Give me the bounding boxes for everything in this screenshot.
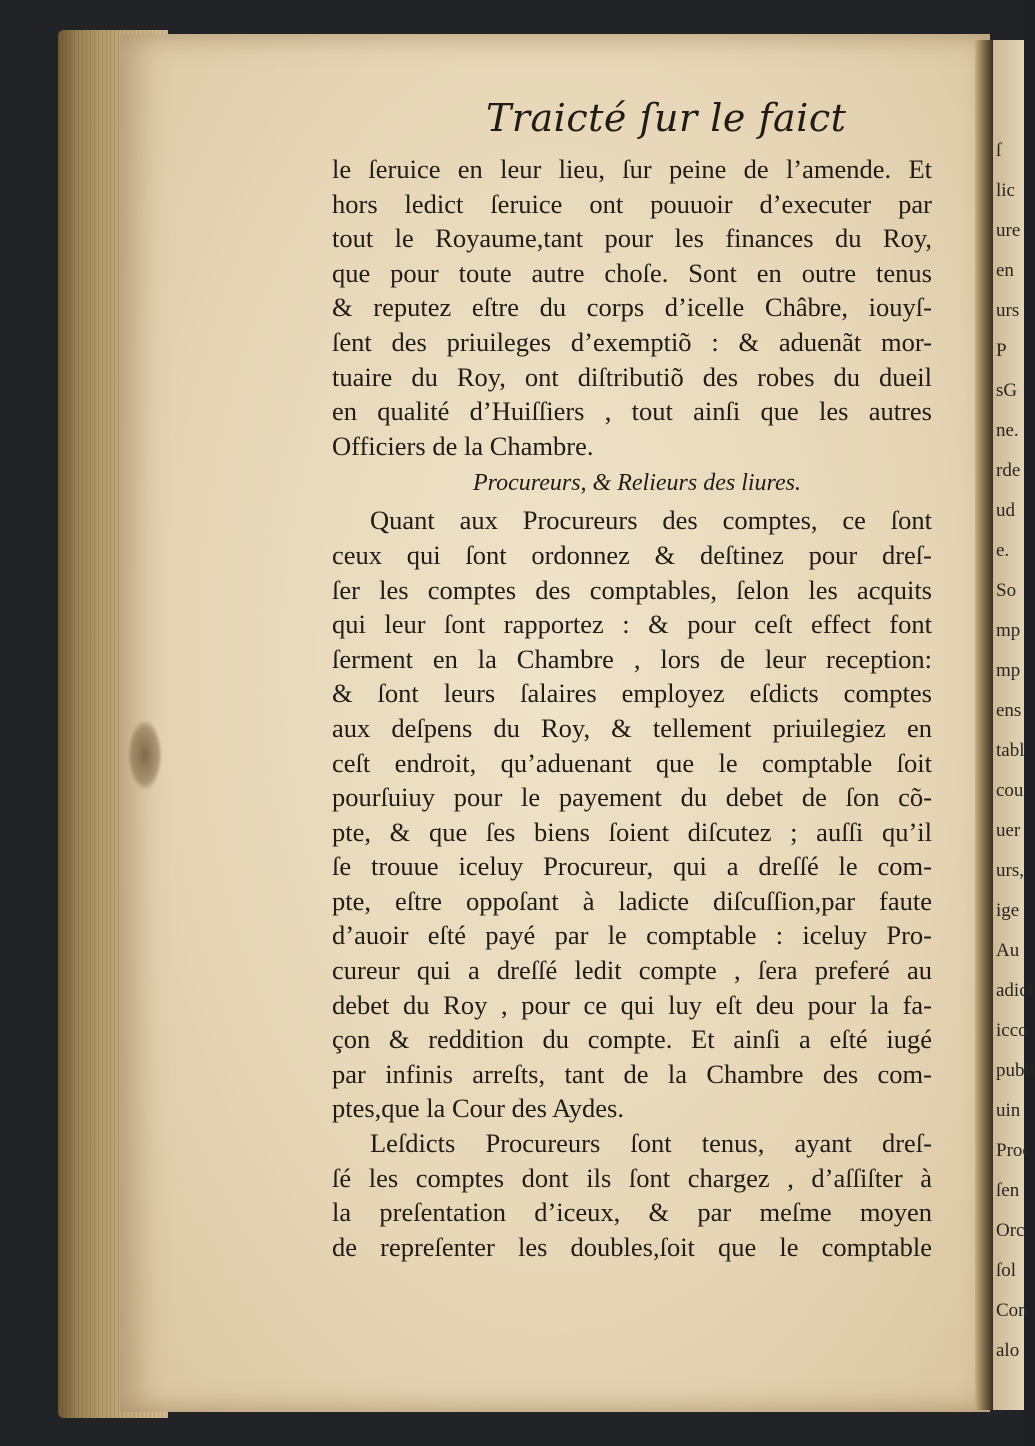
facing-page-fragment: P — [996, 340, 1007, 361]
facing-page-fragment: Au — [996, 940, 1020, 961]
text-line: aux deſpens du Roy, & tellement priuilegiez en — [332, 712, 932, 743]
facing-page-fragment: ſ — [996, 140, 1002, 161]
facing-page-fragment: adict — [996, 980, 1033, 1001]
facing-page-fragment: en — [996, 260, 1014, 281]
paper-stain — [128, 720, 162, 790]
facing-page-fragment: ne. — [996, 420, 1019, 441]
facing-page-fragment: tabl — [996, 740, 1025, 761]
facing-page-fragment: Orc — [996, 1220, 1025, 1241]
facing-page-fragment: rde — [996, 460, 1021, 481]
facing-page-fragment: ens — [996, 700, 1022, 721]
text-line: par infinis arreſts, tant de la Chambre des com- — [332, 1058, 932, 1089]
facing-page-fragment: ud — [996, 500, 1015, 521]
facing-page-fragment: ure — [996, 220, 1021, 241]
facing-page-fragment: mp — [996, 660, 1021, 681]
facing-page-fragment: icco — [996, 1020, 1028, 1041]
text-line: ceux qui ſont ordonnez & deſtinez pour dreſ- — [332, 539, 932, 570]
facing-page-fragment: alo — [996, 1340, 1020, 1361]
facing-page-fragment: sG — [996, 380, 1018, 401]
facing-page-fragment: Proc — [996, 1140, 1031, 1161]
facing-page-fragment: cou — [996, 780, 1024, 801]
text-line: cureur qui a dreſſé ledit compte , ſera preferé au — [332, 955, 932, 986]
facing-page-fragment: urs, — [996, 860, 1024, 881]
facing-page-fragment: ſen — [996, 1180, 1020, 1201]
facing-page-fragment: lic — [996, 180, 1015, 201]
facing-page-fragment: mp — [996, 620, 1021, 641]
facing-page-fragment: uin — [996, 1100, 1021, 1121]
facing-page-fragment: urs — [996, 300, 1020, 321]
facing-page-fragment: publi — [996, 1060, 1035, 1081]
text-line: ceſt endroit, qu’aduenant que le comptable ſoit — [332, 747, 932, 778]
text-line: ſer les comptes des comptables, ſelon les acquits — [332, 574, 932, 605]
text-line: & reputez eſtre du corps d’icelle Châbre, iouyſ- — [332, 292, 932, 323]
text-line: ſent des priuileges d’exemptiõ : & aduenãt mor- — [332, 326, 932, 357]
text-line: Officiers de la Chambre. — [332, 430, 594, 461]
text-line: d’auoir eſté payé par le comptable : iceluy Pro- — [332, 920, 932, 951]
facing-page-fragment: e. — [996, 540, 1010, 561]
facing-page-fragment: So — [996, 580, 1017, 601]
text-line: tout le Royaume,tant pour les finances du Roy, — [332, 223, 932, 254]
text-line: de repreſenter les doubles,ſoit que le comptable — [332, 1231, 932, 1262]
book-gutter — [975, 40, 993, 1410]
text-line: tuaire du Roy, ont diſtributiõ des robes du dueil — [332, 361, 932, 392]
page-text — [332, 152, 932, 1264]
text-line: ſerment en la Chambre , lors de leur reception: — [332, 643, 932, 674]
text-line: en qualité d’Huiſſiers , tout ainſi que les autres — [332, 396, 932, 427]
facing-page-fragment: ige — [996, 900, 1020, 921]
facing-page-fragment: Con — [996, 1300, 1028, 1321]
facing-page-fragment: uer — [996, 820, 1021, 841]
text-line: qui leur ſont rapportez : & pour ceſt effect font — [332, 609, 932, 640]
text-line: Quant aux Procureurs des comptes, ce ſont — [370, 505, 932, 536]
text-line: pte, & que ſes biens ſoient diſcutez ; auſſi qu’il — [332, 816, 932, 847]
text-line: que pour toute autre choſe. Sont en outre tenus — [332, 257, 932, 288]
running-head: Traicté ſur le faict — [486, 96, 847, 140]
text-line: pte, eſtre oppoſant à ladicte diſcuſſion,par faute — [332, 885, 932, 916]
section-heading: Procureurs, & Relieurs des liures. — [473, 470, 801, 497]
facing-page-edge — [993, 40, 1035, 1410]
text-line: la preſentation d’iceux, & par meſme moyen — [332, 1197, 932, 1228]
text-line: pourſuiuy pour le payement du debet de ſon cõ- — [332, 782, 932, 813]
text-line: Leſdicts Procureurs ſont tenus, ayant dreſ- — [370, 1128, 932, 1159]
text-line: debet du Roy , pour ce qui luy eſt deu pour la fa- — [332, 989, 932, 1020]
text-line: ptes,que la Cour des Aydes. — [332, 1093, 624, 1124]
text-line: le ſeruice en leur lieu, ſur peine de l’amende. Et — [332, 154, 932, 184]
text-line: ſé les comptes dont ils ſont chargez , d’aſſiſter à — [332, 1162, 932, 1193]
text-line: ſe trouue iceluy Procureur, qui a dreſſé le com- — [332, 851, 932, 882]
text-line: & ſont leurs ſalaires employez eſdicts comptes — [332, 678, 932, 709]
facing-page-fragment: ſol — [996, 1260, 1017, 1281]
text-line: çon & reddition du compte. Et ainſi a eſté iugé — [332, 1024, 932, 1055]
text-line: hors ledict ſeruice ont pouuoir d’executer par — [332, 188, 932, 219]
